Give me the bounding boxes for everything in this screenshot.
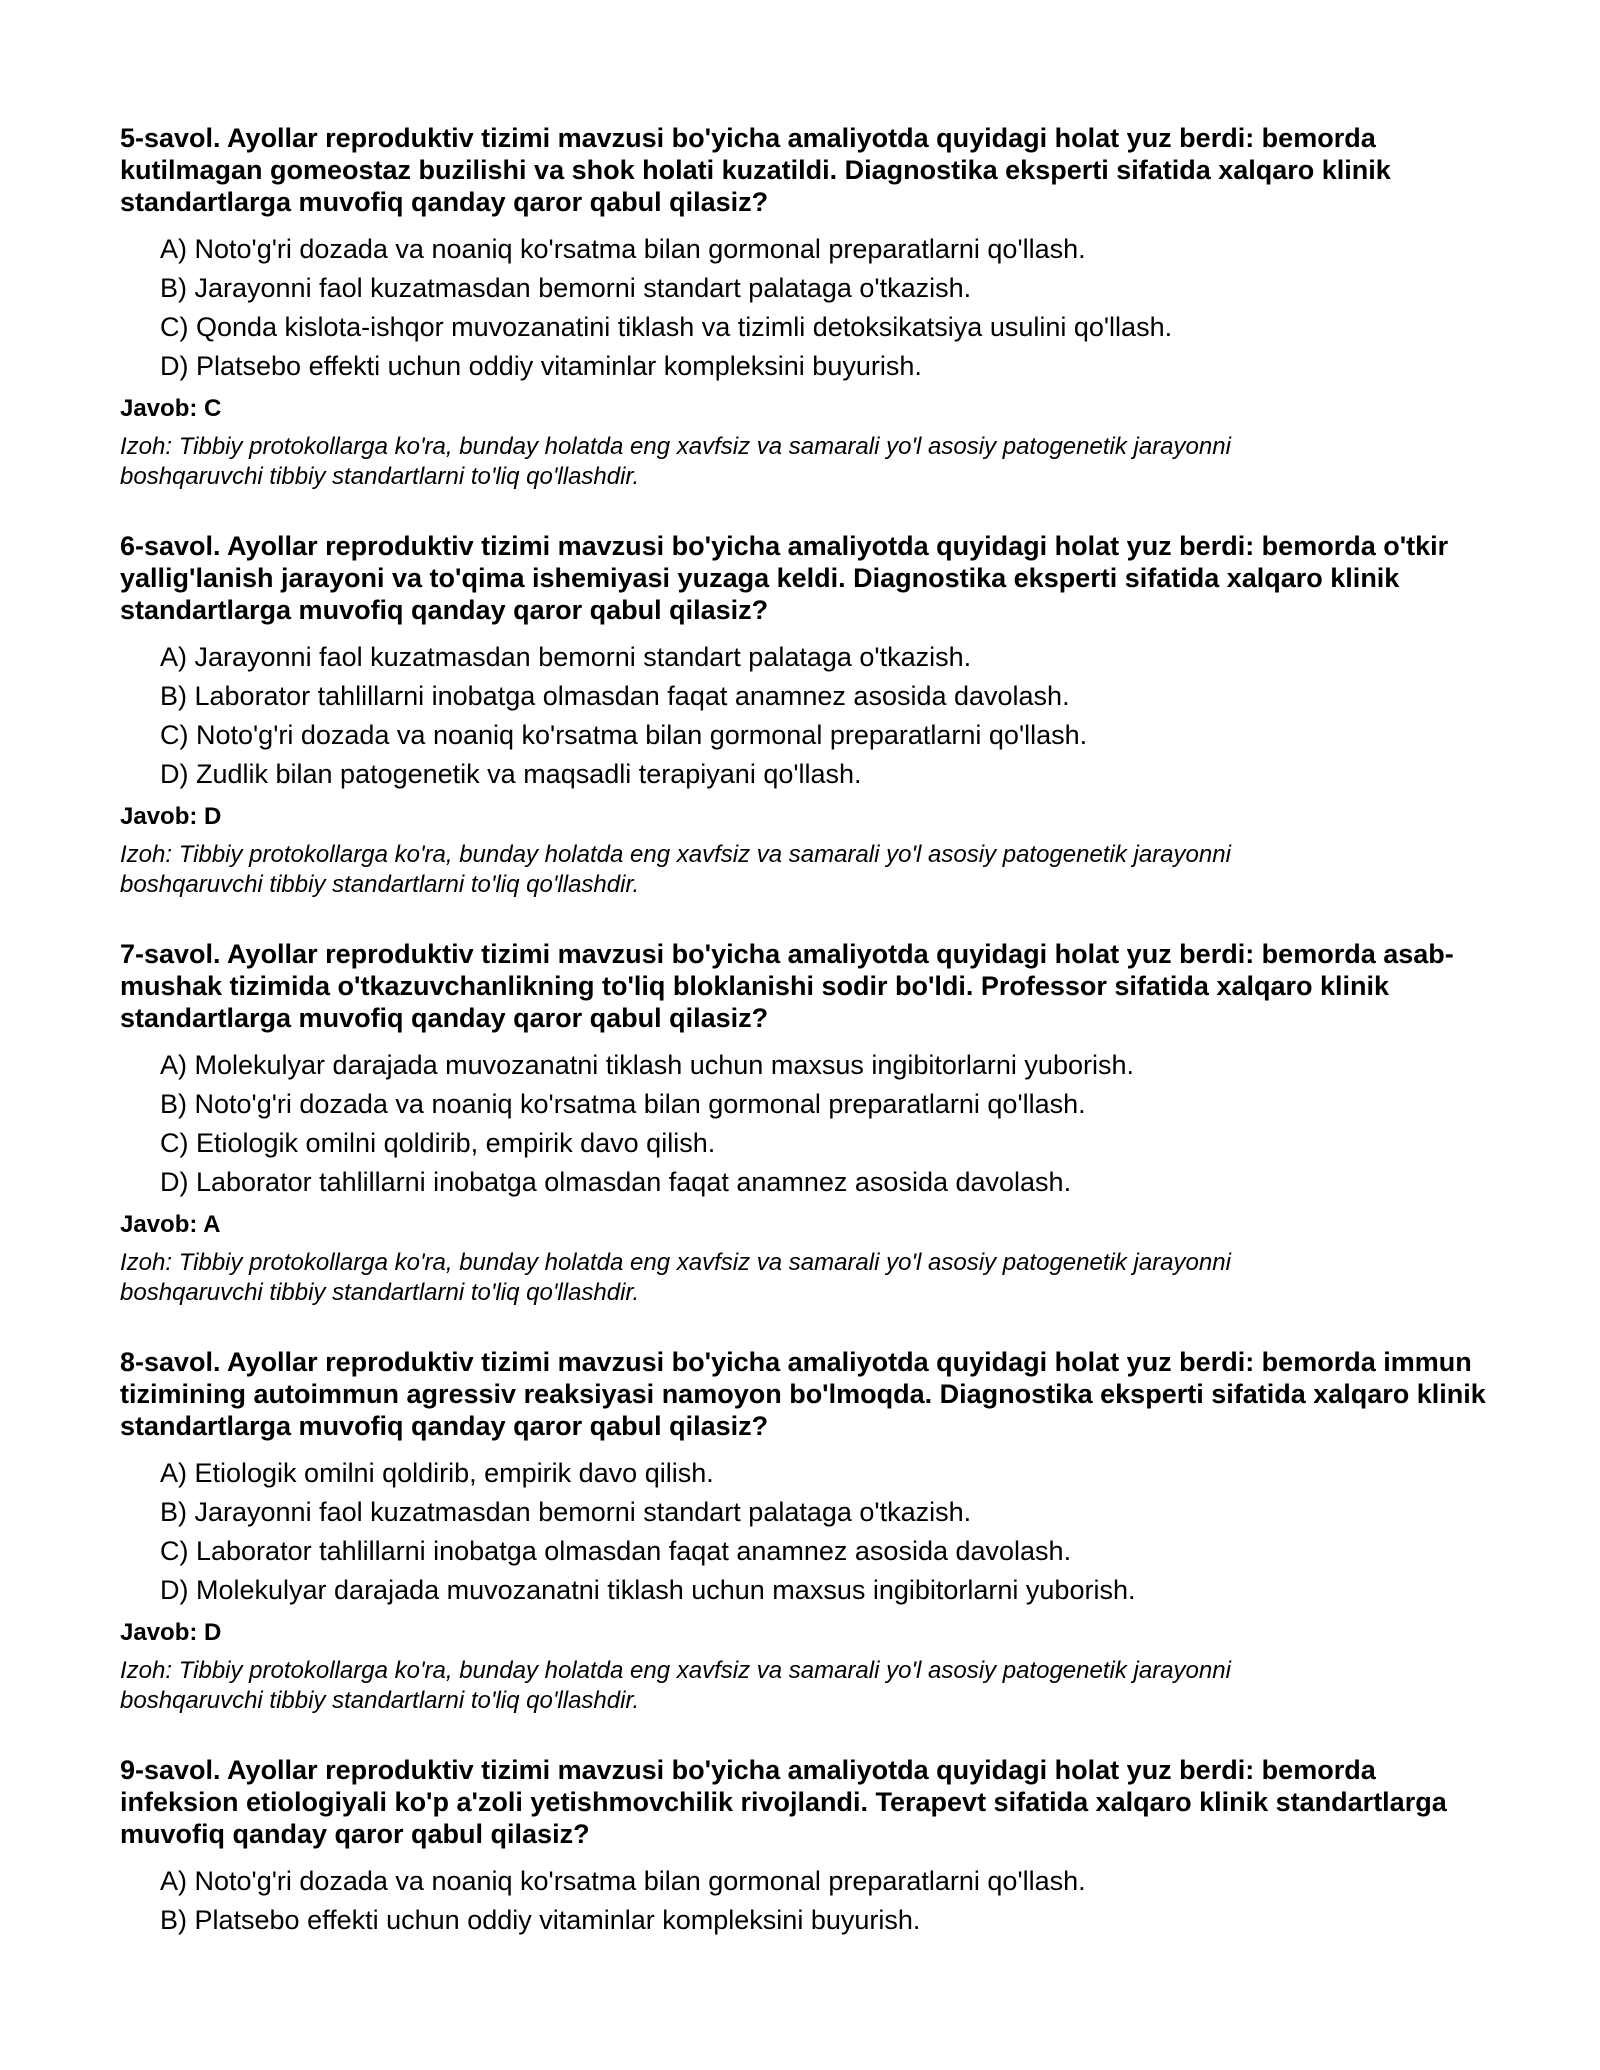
- option-c: C) Etiologik omilni qoldirib, empirik davo qilish.: [160, 1128, 716, 1158]
- question-block-8: [120, 1346, 1500, 1716]
- question-title: 9-savol. Ayollar reproduktiv tizimi mavzusi bo'yicha amaliyotda quyidagi holat yuz berdi: bemorda infeksion etiologiyali ko'p a'zoli yetishmovchilik rivojlandi. Terapevt sifatida xalqaro klinik standartlarga muvofiq qanday qaror qabul qilasiz?: [120, 1755, 1447, 1849]
- option-b: B) Noto'g'ri dozada va noaniq ko'rsatma bilan gormonal preparatlarni qo'llash.: [160, 1089, 1086, 1119]
- option-d: D) Zudlik bilan patogenetik va maqsadli terapiyani qo'llash.: [160, 759, 862, 789]
- option-b: B) Laborator tahlillarni inobatga olmasdan faqat anamnez asosida davolash.: [160, 681, 1070, 711]
- option-a: A) Noto'g'ri dozada va noaniq ko'rsatma bilan gormonal preparatlarni qo'llash.: [160, 234, 1086, 264]
- explanation-text: Izoh: Tibbiy protokollarga ko'ra, bunday holatda eng xavfsiz va samarali yo'l asosiy patogenetik jarayonni boshqaruvchi tibbiy standartlarni to'liq qo'llashdir.: [120, 841, 1231, 898]
- question-block-6: [120, 530, 1500, 900]
- question-block-9: [120, 1754, 1500, 1940]
- option-a: A) Molekulyar darajada muvozanatni tiklash uchun maxsus ingibitorlarni yuborish.: [160, 1050, 1134, 1080]
- answer-options: [120, 1046, 1500, 1202]
- option-c: C) Laborator tahlillarni inobatga olmasdan faqat anamnez asosida davolash.: [160, 1536, 1072, 1566]
- explanation-text: Izoh: Tibbiy protokollarga ko'ra, bunday holatda eng xavfsiz va samarali yo'l asosiy patogenetik jarayonni boshqaruvchi tibbiy standartlarni to'liq qo'llashdir.: [120, 1249, 1231, 1306]
- answer-options: [120, 230, 1500, 386]
- option-a: A) Noto'g'ri dozada va noaniq ko'rsatma bilan gormonal preparatlarni qo'llash.: [160, 1866, 1086, 1896]
- question-title: 7-savol. Ayollar reproduktiv tizimi mavzusi bo'yicha amaliyotda quyidagi holat yuz berdi: bemorda asab-mushak tizimida o'tkazuvchanlikning to'liq bloklanishi sodir bo'ldi. Professor sifatida xalqaro klinik standartlarga muvofiq qanday qaror qabul qilasiz?: [120, 939, 1454, 1033]
- answer-label: Javob: A: [120, 1211, 221, 1238]
- answer-label: Javob: D: [120, 1619, 222, 1646]
- option-d: D) Molekulyar darajada muvozanatni tiklash uchun maxsus ingibitorlarni yuborish.: [160, 1575, 1136, 1605]
- explanation-text: Izoh: Tibbiy protokollarga ko'ra, bunday holatda eng xavfsiz va samarali yo'l asosiy patogenetik jarayonni boshqaruvchi tibbiy standartlarni to'liq qo'llashdir.: [120, 1657, 1231, 1714]
- option-c: C) Qonda kislota-ishqor muvozanatini tiklash va tizimli detoksikatsiya usulini qo'llash.: [160, 312, 1173, 342]
- option-d: D) Platsebo effekti uchun oddiy vitaminlar kompleksini buyurish.: [160, 351, 922, 381]
- answer-options: [120, 638, 1500, 794]
- option-b: B) Platsebo effekti uchun oddiy vitaminlar kompleksini buyurish.: [160, 1905, 921, 1935]
- answer-label: Javob: C: [120, 395, 222, 422]
- question-title: 8-savol. Ayollar reproduktiv tizimi mavzusi bo'yicha amaliyotda quyidagi holat yuz berdi: bemorda immun tizimining autoimmun agressiv reaksiyasi namoyon bo'lmoqda. Diagnostika eksperti sifatida xalqaro klinik standartlarga muvofiq qanday qaror qabul qilasiz?: [120, 1347, 1486, 1441]
- answer-options: [120, 1454, 1500, 1610]
- answer-options: [120, 1862, 1500, 1940]
- question-title: 5-savol. Ayollar reproduktiv tizimi mavzusi bo'yicha amaliyotda quyidagi holat yuz berdi: bemorda kutilmagan gomeostaz buzilishi va shok holati kuzatildi. Diagnostika eksperti sifatida xalqaro klinik standartlarga muvofiq qanday qaror qabul qilasiz?: [120, 123, 1391, 217]
- option-b: B) Jarayonni faol kuzatmasdan bemorni standart palataga o'tkazish.: [160, 273, 972, 303]
- question-block-7: [120, 938, 1500, 1308]
- question-title: 6-savol. Ayollar reproduktiv tizimi mavzusi bo'yicha amaliyotda quyidagi holat yuz berdi: bemorda o'tkir yallig'lanish jarayoni va to'qima ishemiyasi yuzaga keldi. Diagnostika eksperti sifatida xalqaro klinik standartlarga muvofiq qanday qaror qabul qilasiz?: [120, 531, 1449, 625]
- answer-label: Javob: D: [120, 803, 222, 830]
- option-d: D) Laborator tahlillarni inobatga olmasdan faqat anamnez asosida davolash.: [160, 1167, 1072, 1197]
- question-block-5: [120, 122, 1500, 492]
- explanation-text: Izoh: Tibbiy protokollarga ko'ra, bunday holatda eng xavfsiz va samarali yo'l asosiy patogenetik jarayonni boshqaruvchi tibbiy standartlarni to'liq qo'llashdir.: [120, 433, 1231, 490]
- option-a: A) Etiologik omilni qoldirib, empirik davo qilish.: [160, 1458, 714, 1488]
- option-a: A) Jarayonni faol kuzatmasdan bemorni standart palataga o'tkazish.: [160, 642, 972, 672]
- option-b: B) Jarayonni faol kuzatmasdan bemorni standart palataga o'tkazish.: [160, 1497, 972, 1527]
- option-c: C) Noto'g'ri dozada va noaniq ko'rsatma bilan gormonal preparatlarni qo'llash.: [160, 720, 1088, 750]
